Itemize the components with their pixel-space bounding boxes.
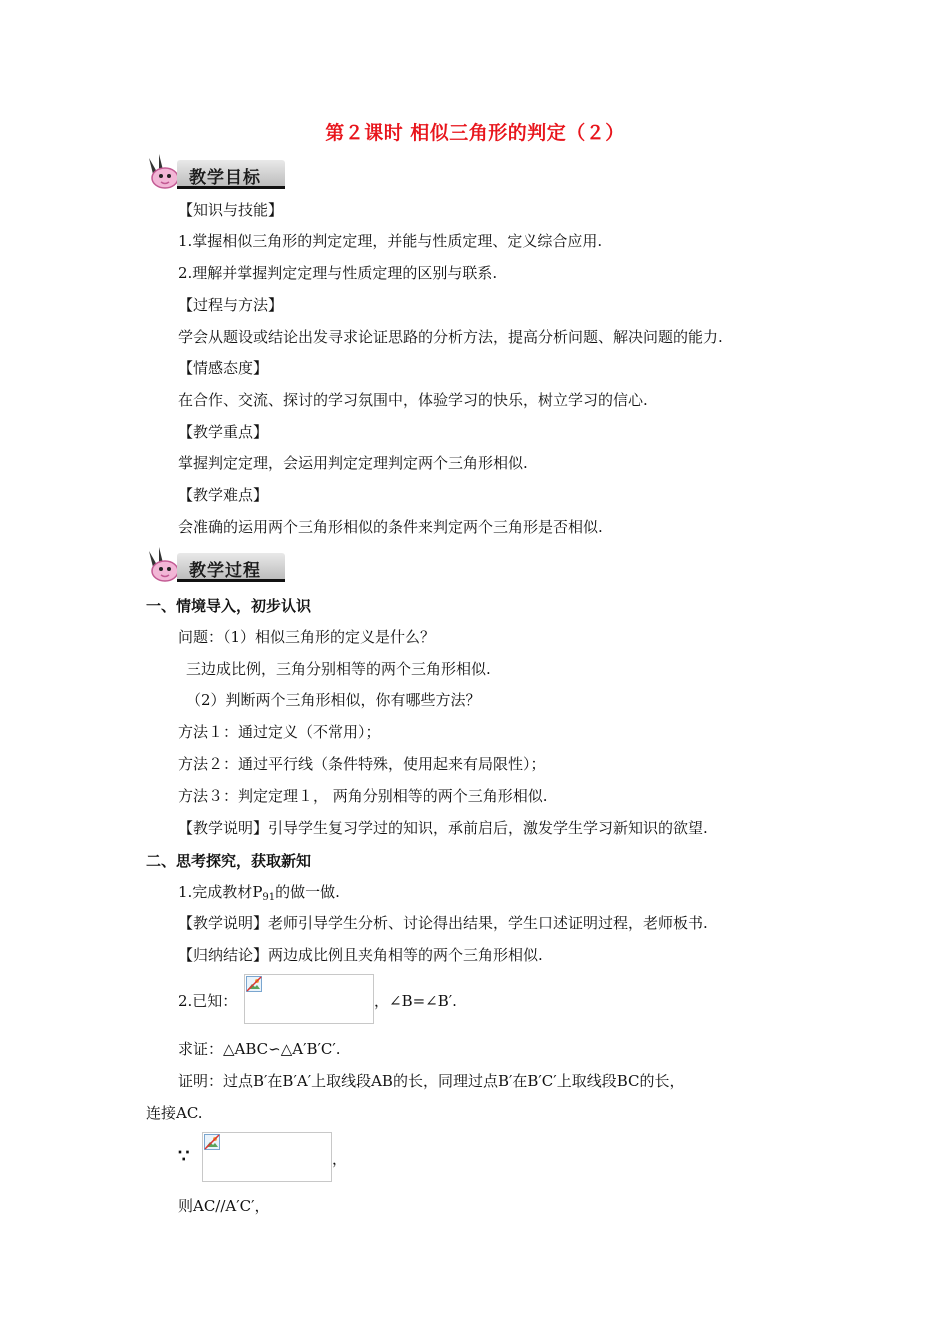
- proof-then: 则AC//A′C′，: [178, 1197, 270, 1215]
- section-banner-objectives: [145, 152, 287, 190]
- teaching-note-1: 【教学说明】引导学生复习学过的知识，承前启后，激发学生学习新知识的欲望.: [178, 819, 708, 837]
- page-title: 第２课时 相似三角形的判定（２）: [325, 122, 625, 144]
- difficulty-heading: 【教学难点】: [178, 486, 269, 504]
- key-point-text: 掌握判定定理，会运用判定定理判定两个三角形相似.: [178, 454, 528, 472]
- answer-1: 三边成比例，三角分别相等的两个三角形相似.: [186, 660, 491, 678]
- difficulty-text: 会准确的运用两个三角形相似的条件来判定两个三角形是否相似.: [178, 518, 603, 536]
- conclusion: 【归纳结论】两边成比例且夹角相等的两个三角形相似.: [178, 946, 543, 964]
- formula-image: [202, 1132, 332, 1182]
- broken-image-icon: [204, 1134, 220, 1150]
- knowledge-item-2: 2.理解并掌握判定定理与性质定理的区别与联系.: [178, 264, 498, 282]
- knowledge-item-1: 1.掌握相似三角形的判定定理，并能与性质定理、定义综合应用.: [178, 232, 603, 250]
- emotion-text: 在合作、交流、探讨的学习氛围中，体验学习的快乐，树立学习的信心.: [178, 391, 648, 409]
- section-2-heading: 二、思考探究，获取新知: [146, 852, 312, 870]
- broken-image-icon: [246, 976, 262, 992]
- process-heading: 【过程与方法】: [178, 296, 284, 314]
- question-1: 问题：（1）相似三角形的定义是什么？: [178, 628, 436, 646]
- knowledge-heading: 【知识与技能】: [178, 201, 284, 219]
- process-text: 学会从题设或结论出发寻求论证思路的分析方法，提高分析问题、解决问题的能力.: [178, 328, 723, 346]
- proof-line-1: 证明：过点B′在B′A′上取线段AB的长，同理过点B′在B′C′上取线段BC的长，: [178, 1072, 685, 1090]
- section-1-heading: 一、情境导入，初步认识: [146, 597, 312, 615]
- method-2: 方法２：通过平行线（条件特殊，使用起来有局限性）；: [178, 755, 546, 773]
- method-1: 方法１：通过定义（不常用）；: [178, 723, 381, 741]
- emotion-heading: 【情感态度】: [178, 359, 269, 377]
- section-banner-process: [145, 545, 287, 583]
- banner-label: 教学目标: [189, 168, 261, 188]
- proof-line-2: 连接AC.: [146, 1104, 203, 1122]
- key-point-heading: 【教学重点】: [178, 423, 269, 441]
- question-2: （2）判断两个三角形相似，你有哪些方法？: [186, 691, 481, 709]
- formula-image: [244, 974, 374, 1024]
- document-page: 第２课时 相似三角形的判定（２） 教学目标 【知识与技能】 1.掌握相似三角形的判定定理，并能与性质定理、定义综合应用. 2.理解并掌握判定定理与性质定理的区别与联系. 【过程与方法】 学会从题设或结论出发寻求论证思路的分析方法，提高分析问题、解决问题的能力. 【情感态度】 在合作、交流、探讨的学习氛围中，体验学习的快乐，树立学习的信心. 【教学重点】 掌握判定定理，会运用判定定理判定两个三角形相似. 【教学难点】 会准确的运用两个三角形相似的条件来判定两个三角形是否相似. 教学过程 一、情境导入，初步认识 问题：（1）相似三角形的定义是什么？ 三边成比例，三角分别相等的两个三角形相似. （2）判断两个三角形相似，你有哪些方法？ 方法１：通过定义（不常用）； 方法２：通过平行线（条件特殊，使用起来有局限性）； 方法３：判定定理１， 两角分别相等的两个三角形相似. 【教学说明】引导学生复习学过的知识，承前启后，激发学生学习新知识的欲望. 二、思考探究，获取新知 1.完成教材$P_{91}$的做一做. 【教学说明】老师引导学生分析、讨论得出结果，学生口述证明过程，老师板书. 【归纳结论】两边成比例且夹角相等的两个三角形相似. 2.已知： ，∠B=∠B′. 求证：△ABC∽△A′B′C′. 证明：过点B′在B′A′上取线段AB的长，同理过点B′在B′C′上取线段BC的长， 连接AC. ∵ ， 则AC//A′C′，: [0, 0, 950, 1344]
- banner-label: 教学过程: [189, 561, 261, 581]
- method-3: 方法３：判定定理１， 两角分别相等的两个三角形相似.: [178, 787, 548, 805]
- to-prove: 求证：△ABC∽△A′B′C′.: [178, 1040, 341, 1058]
- teaching-note-2: 【教学说明】老师引导学生分析、讨论得出结果，学生口述证明过程，老师板书.: [178, 914, 708, 932]
- item-1: 1.完成教材$P_{91}$的做一做.: [178, 883, 340, 903]
